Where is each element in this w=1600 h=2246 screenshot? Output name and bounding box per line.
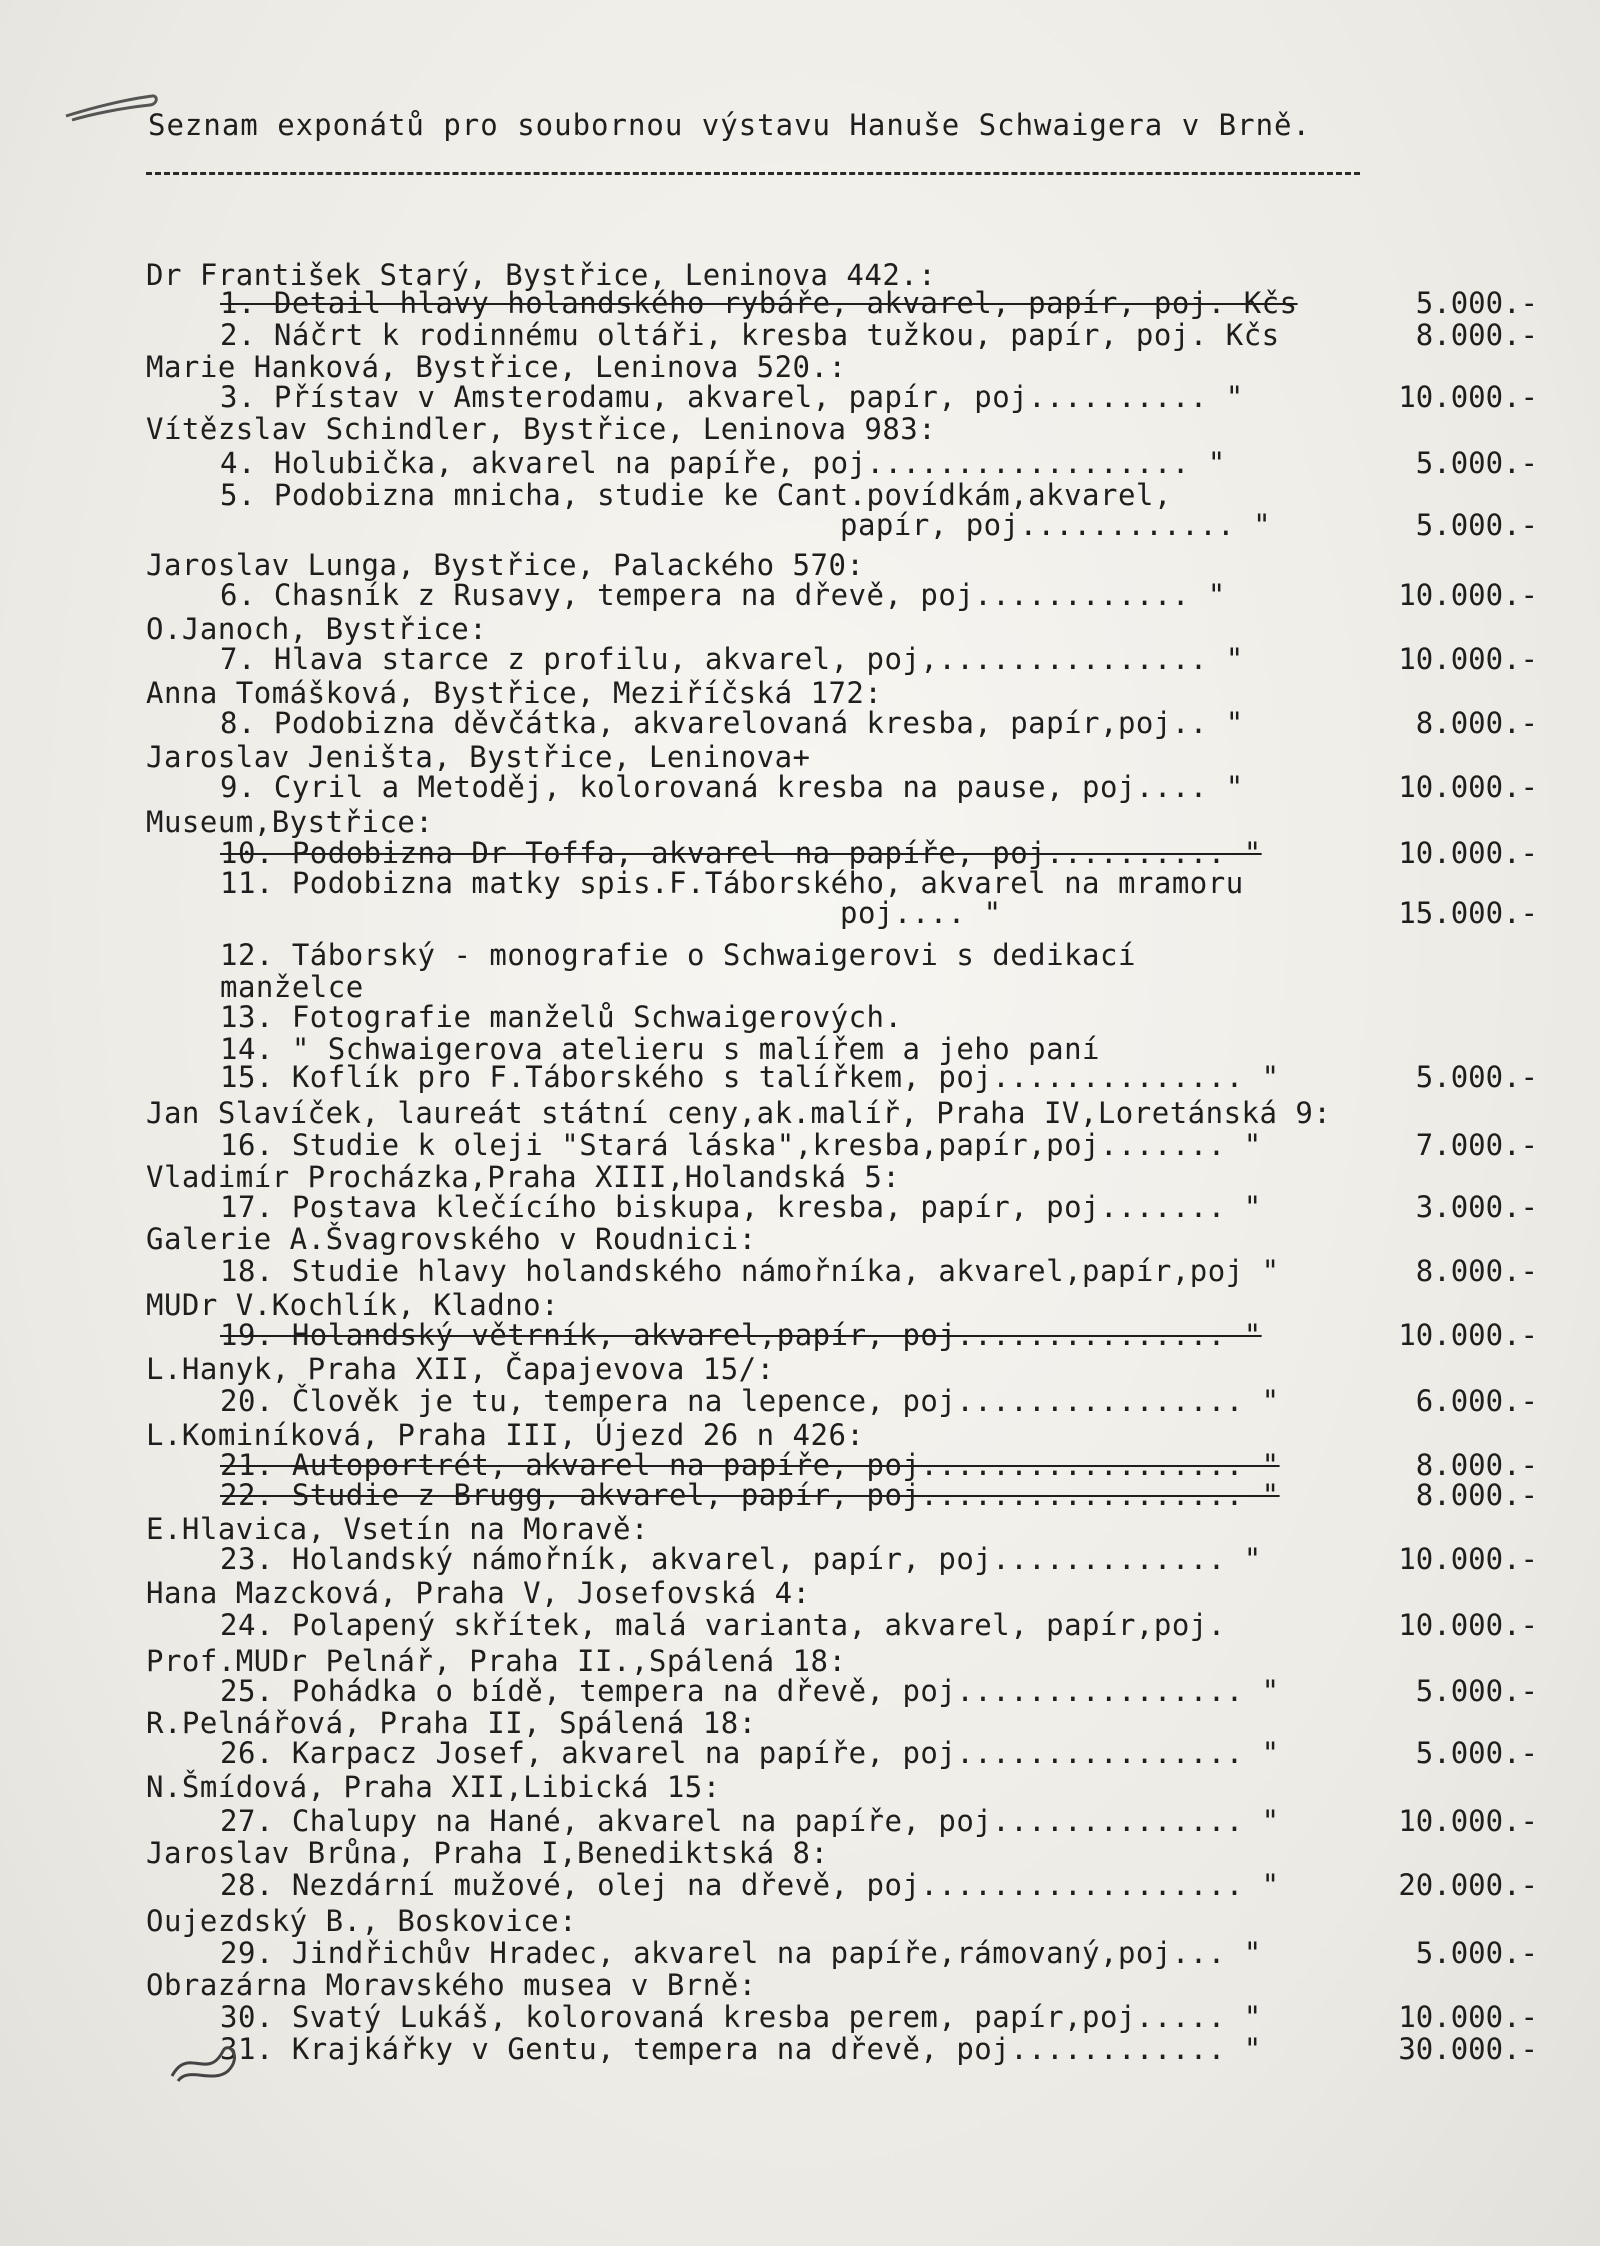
exhibit-line: 2. Náčrt k rodinnému oltáři, kresba tužkou, papír, poj. Kčs [220,318,1280,352]
exhibit-line: 28. Nezdární mužové, olej na dřevě, poj.................. " [220,1868,1280,1902]
owner-line: Marie Hanková, Bystřice, Leninova 520.: [146,350,847,384]
owner-line: L.Hanyk, Praha XII, Čapajevova 15/: [146,1352,775,1386]
owner-line: Vítězslav Schindler, Bystřice, Leninova 983: [146,412,937,446]
exhibit-line: 17. Postava klečícího biskupa, kresba, papír, poj....... " [220,1190,1262,1224]
exhibit-line: 4. Holubička, akvarel na papíře, poj.................. " [220,446,1226,480]
pencil-scribble-icon [168,2036,248,2086]
price-amount: 5.000.- [1415,1674,1538,1708]
exhibit-line: 14. " Schwaigerova atelieru s malířem a jeho paní [220,1032,1101,1066]
price-amount: 10.000.- [1398,836,1538,870]
price-amount: 10.000.- [1398,770,1538,804]
owner-line: Obrazárna Moravského musea v Brně: [146,1968,757,2002]
exhibit-line: 11. Podobizna matky spis.F.Táborského, akvarel na mramoru [220,866,1244,900]
price-amount: 10.000.- [1398,642,1538,676]
owner-line: R.Pelnářová, Praha II, Spálená 18: [146,1706,757,1740]
owner-line: E.Hlavica, Vsetín na Moravě: [146,1512,649,1546]
exhibit-line: 12. Táborský - monografie o Schwaigerovi s dedikací [220,938,1136,972]
owner-line: Museum,Bystřice: [146,805,434,839]
exhibit-line: poj.... " [840,896,1002,930]
price-amount: 5.000.- [1415,1736,1538,1770]
exhibit-line: papír, poj............ " [840,508,1272,542]
exhibit-line: 6. Chasník z Rusavy, tempera na dřevě, poj............ " [220,578,1226,612]
price-amount: 5.000.- [1415,1936,1538,1970]
owner-line: MUDr V.Kochlík, Kladno: [146,1288,560,1322]
owner-line: Jaroslav Brůna, Praha I,Benediktská 8: [146,1836,829,1870]
price-amount: 6.000.- [1415,1384,1538,1418]
owner-line: N.Šmídová, Praha XII,Libická 15: [146,1770,721,1804]
owner-line: Jaroslav Jeništa, Bystřice, Leninova+ [146,740,811,774]
owner-line: Prof.MUDr Pelnář, Praha II.,Spálená 18: [146,1644,847,1678]
price-amount: 10.000.- [1398,1608,1538,1642]
price-amount: 15.000.- [1398,896,1538,930]
exhibit-line: 18. Studie hlavy holandského námořníka, akvarel,papír,poj " [220,1254,1280,1288]
price-amount: 8.000.- [1415,1478,1538,1512]
price-amount: 8.000.- [1415,706,1538,740]
exhibit-line: 30. Svatý Lukáš, kolorovaná kresba perem, papír,poj..... " [220,2000,1262,2034]
document-title: Seznam exponátů pro soubornou výstavu Hanuše Schwaigera v Brně. [148,108,1311,142]
title-underline [146,172,1360,175]
exhibit-line: 26. Karpacz Josef, akvarel na papíře, poj................ " [220,1736,1280,1770]
owner-line: Anna Tomášková, Bystřice, Meziříčská 172: [146,676,883,710]
price-amount: 10.000.- [1398,1542,1538,1576]
price-amount: 20.000.- [1398,1868,1538,1902]
owner-line: Jan Slavíček, laureát státní ceny,ak.malíř, Praha IV,Loretánská 9: [146,1096,1332,1130]
owner-line: Oujezdský B., Boskovice: [146,1904,578,1938]
exhibit-line: 21. Autoportrét, akvarel na papíře, poj.................. " [220,1448,1280,1482]
exhibit-line: 10. Podobizna Dr Toffa, akvarel na papíře, poj.......... " [220,836,1262,870]
price-amount: 5.000.- [1415,446,1538,480]
price-amount: 7.000.- [1415,1128,1538,1162]
price-amount: 8.000.- [1415,318,1538,352]
exhibit-line: 8. Podobizna děvčátka, akvarelovaná kresba, papír,poj.. " [220,706,1244,740]
owner-line: Dr František Starý, Bystřice, Leninova 442.: [146,258,937,292]
price-amount: 5.000.- [1415,1060,1538,1094]
paper-clip-icon [62,88,158,128]
exhibit-line: 15. Koflík pro F.Táborského s talířkem, poj.............. " [220,1060,1280,1094]
price-amount: 10.000.- [1398,380,1538,414]
exhibit-line: 31. Krajkářky v Gentu, tempera na dřevě, poj............ " [220,2032,1262,2066]
price-amount: 30.000.- [1398,2032,1538,2066]
owner-line: Jaroslav Lunga, Bystřice, Palackého 570: [146,548,865,582]
price-amount: 5.000.- [1415,286,1538,320]
exhibit-line: 3. Přístav v Amsterodamu, akvarel, papír, poj.......... " [220,380,1244,414]
price-amount: 8.000.- [1415,1448,1538,1482]
owner-line: Galerie A.Švagrovského v Roudnici: [146,1222,757,1256]
exhibit-line: 27. Chalupy na Hané, akvarel na papíře, poj.............. " [220,1804,1280,1838]
exhibit-line: 19. Holandský větrník, akvarel,papír, poj............... " [220,1318,1262,1352]
price-amount: 10.000.- [1398,2000,1538,2034]
exhibit-line: 16. Studie k oleji "Stará láska",kresba,papír,poj....... " [220,1128,1262,1162]
exhibit-line: manželce [220,970,364,1004]
price-amount: 10.000.- [1398,1318,1538,1352]
exhibit-line: 7. Hlava starce z profilu, akvarel, poj,............... " [220,642,1244,676]
exhibit-line: 1. Detail hlavy holandského rybáře, akvarel, papír, poj. Kčs [220,286,1298,320]
price-amount: 3.000.- [1415,1190,1538,1224]
owner-line: L.Kominíková, Praha III, Újezd 26 n 426: [146,1418,865,1452]
exhibit-line: 23. Holandský námořník, akvarel, papír, poj............. " [220,1542,1262,1576]
exhibit-line: 13. Fotografie manželů Schwaigerových. [220,1000,903,1034]
price-amount: 10.000.- [1398,1804,1538,1838]
price-amount: 8.000.- [1415,1254,1538,1288]
price-amount: 5.000.- [1415,508,1538,542]
exhibit-line: 22. Studie z Brugg, akvarel, papír, poj.................. " [220,1478,1280,1512]
owner-line: O.Janoch, Bystřice: [146,612,488,646]
exhibit-line: 25. Pohádka o bídě, tempera na dřevě, poj................ " [220,1674,1280,1708]
exhibit-line: 5. Podobizna mnicha, studie ke Cant.povídkám,akvarel, [220,478,1172,512]
exhibit-line: 9. Cyril a Metoděj, kolorovaná kresba na pause, poj.... " [220,770,1244,804]
owner-line: Hana Mazcková, Praha V, Josefovská 4: [146,1576,811,1610]
exhibit-line: 24. Polapený skřítek, malá varianta, akvarel, papír,poj. [220,1608,1226,1642]
owner-line: Vladimír Procházka,Praha XIII,Holandská 5: [146,1160,901,1194]
price-amount: 10.000.- [1398,578,1538,612]
exhibit-line: 20. Člověk je tu, tempera na lepence, poj................ " [220,1384,1280,1418]
exhibit-line: 29. Jindřichův Hradec, akvarel na papíře,rámovaný,poj... " [220,1936,1262,1970]
